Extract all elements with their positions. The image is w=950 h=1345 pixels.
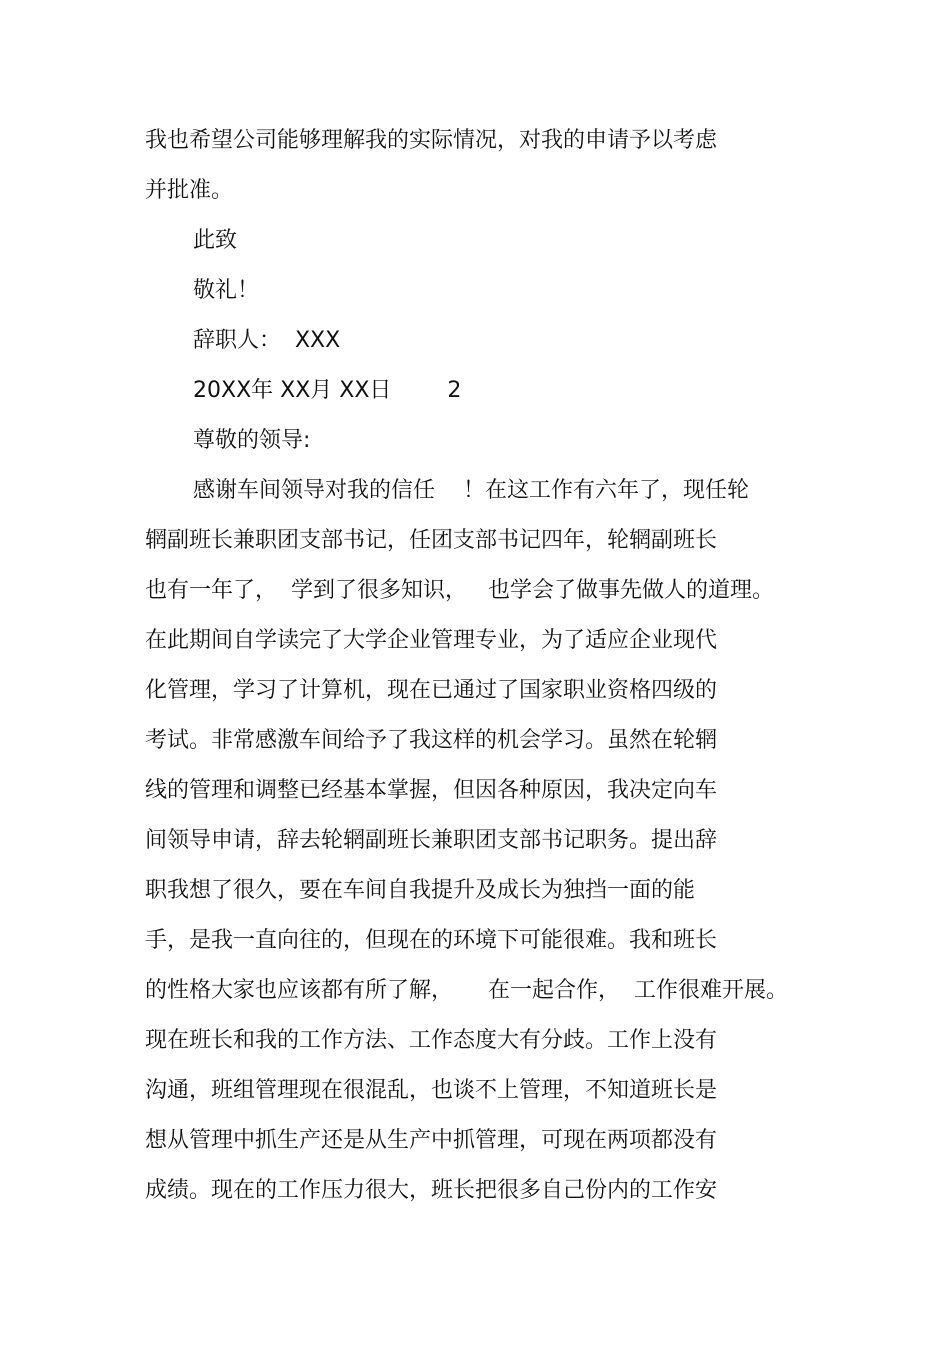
- signature-line: 辞职人： XXX: [193, 328, 341, 353]
- body-text-line: 考试。非常感激车间给予了我这样的机会学习。虽然在轮辋: [145, 728, 718, 753]
- body-text-line: 我也希望公司能够理解我的实际情况，对我的申请予以考虑: [145, 128, 718, 153]
- body-text-line: 想从管理中抓生产还是从生产中抓管理，可现在两项都没有: [145, 1128, 718, 1153]
- body-text-line: 现在班长和我的工作方法、工作态度大有分歧。工作上没有: [145, 1028, 718, 1053]
- body-text-line: 并批准。: [145, 178, 234, 203]
- body-text-line: 在此期间自学读完了大学企业管理专业，为了适应企业现代: [145, 628, 718, 653]
- body-text-line: 也有一年了， 学到了很多知识， 也学会了做事先做人的道理。: [145, 578, 774, 603]
- closing-regards: 敬礼！: [193, 278, 260, 303]
- body-text-line: 沟通，班组管理现在很混乱，也谈不上管理，不知道班长是: [145, 1078, 718, 1103]
- body-text-line: 手，是我一直向往的，但现在的环境下可能很难。我和班长: [145, 928, 718, 953]
- body-text-line: 的性格大家也应该都有所了解， 在一起合作， 工作很难开展。: [145, 978, 788, 1003]
- letter-greeting: 尊敬的领导:: [193, 428, 311, 453]
- body-text-line: 间领导申请，辞去轮辋副班长兼职团支部书记职务。提出辞: [145, 828, 718, 853]
- date-line: 20XX年 XX月 XX日 2: [193, 378, 462, 403]
- body-text-line: 职我想了很久，要在车间自我提升及成长为独挡一面的能: [145, 878, 696, 903]
- body-text-line: 辋副班长兼职团支部书记，任团支部书记四年，轮辋副班长: [145, 528, 718, 553]
- body-text-line: 化管理，学习了计算机，现在已通过了国家职业资格四级的: [145, 678, 718, 703]
- closing-salutation: 此致: [193, 228, 238, 253]
- body-text-line: 感谢车间领导对我的信任 ！在这工作有六年了，现任轮: [193, 478, 749, 503]
- body-text-line: 线的管理和调整已经基本掌握，但因各种原因，我决定向车: [145, 778, 718, 803]
- body-text-line: 成绩。现在的工作压力很大，班长把很多自己份内的工作安: [145, 1178, 718, 1203]
